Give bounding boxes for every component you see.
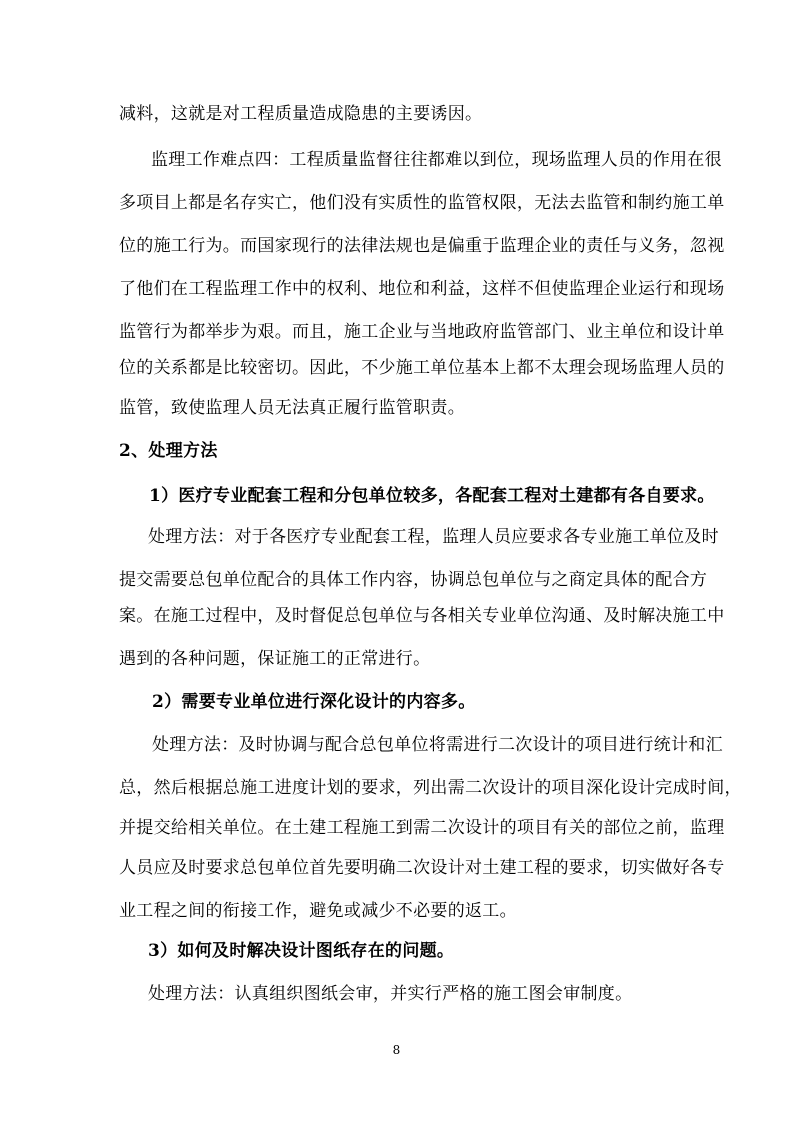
paragraph-line: 监理工作难点四：工程质量监督往往都难以到位，现场监理人员的作用在很	[151, 150, 722, 170]
paragraph-line: 人员应及时要求总包单位首先要明确二次设计对土建工程的要求，切实做好各专	[119, 858, 725, 878]
paragraph-line: 并提交给相关单位。在土建工程施工到需二次设计的项目有关的部位之前，监理	[119, 818, 725, 838]
subsection-heading: 2）需要专业单位进行深化设计的内容多。	[152, 692, 476, 712]
paragraph-line: 处理方法：认真组织图纸会审，并实行严格的施工图会审制度。	[148, 984, 633, 1004]
subsection-heading: 3）如何及时解决设计图纸存在的问题。	[148, 941, 455, 961]
paragraph-line: 案。在施工过程中，及时督促总包单位与各相关专业单位沟通、及时解决施工中	[119, 606, 725, 626]
paragraph-line: 监管，致使监理人员无法真正履行监管职责。	[119, 398, 465, 418]
paragraph-line: 多项目上都是名存实亡，他们没有实质性的监管权限，无法去监管和制约施工单	[119, 193, 725, 213]
paragraph-line: 处理方法：及时协调与配合总包单位将需进行二次设计的项目进行统计和汇	[152, 735, 723, 755]
paragraph-line: 遇到的各种问题，保证施工的正常进行。	[119, 649, 431, 669]
page-number: 8	[392, 1043, 401, 1057]
paragraph-line: 监管行为都举步为艰。而且，施工企业与当地政府监管部门、业主单位和设计单	[119, 322, 725, 342]
paragraph-line: 总，然后根据总施工进度计划的要求，列出需二次设计的项目深化设计完成时间，	[119, 778, 742, 798]
subsection-heading: 1）医疗专业配套工程和分包单位较多，各配套工程对土建都有各自要求。	[149, 486, 715, 506]
paragraph-line: 处理方法：对于各医疗专业配套工程，监理人员应要求各专业施工单位及时	[148, 527, 719, 547]
paragraph-line: 减料，这就是对工程质量造成隐患的主要诱因。	[119, 104, 483, 124]
paragraph-line: 提交需要总包单位配合的具体工作内容，协调总包单位与之商定具体的配合方	[119, 570, 708, 590]
paragraph-line: 了他们在工程监理工作中的权利、地位和利益，这样不但使监理企业运行和现场	[119, 279, 725, 299]
paragraph-line: 位的关系都是比较密切。因此，不少施工单位基本上都不太理会现场监理人员的	[119, 358, 725, 378]
paragraph-line: 业工程之间的衔接工作，避免或减少不必要的返工。	[119, 901, 517, 921]
section-heading: 2、处理方法	[119, 441, 218, 461]
paragraph-line: 位的施工行为。而国家现行的法律法规也是偏重于监理企业的责任与义务，忽视	[119, 236, 725, 256]
